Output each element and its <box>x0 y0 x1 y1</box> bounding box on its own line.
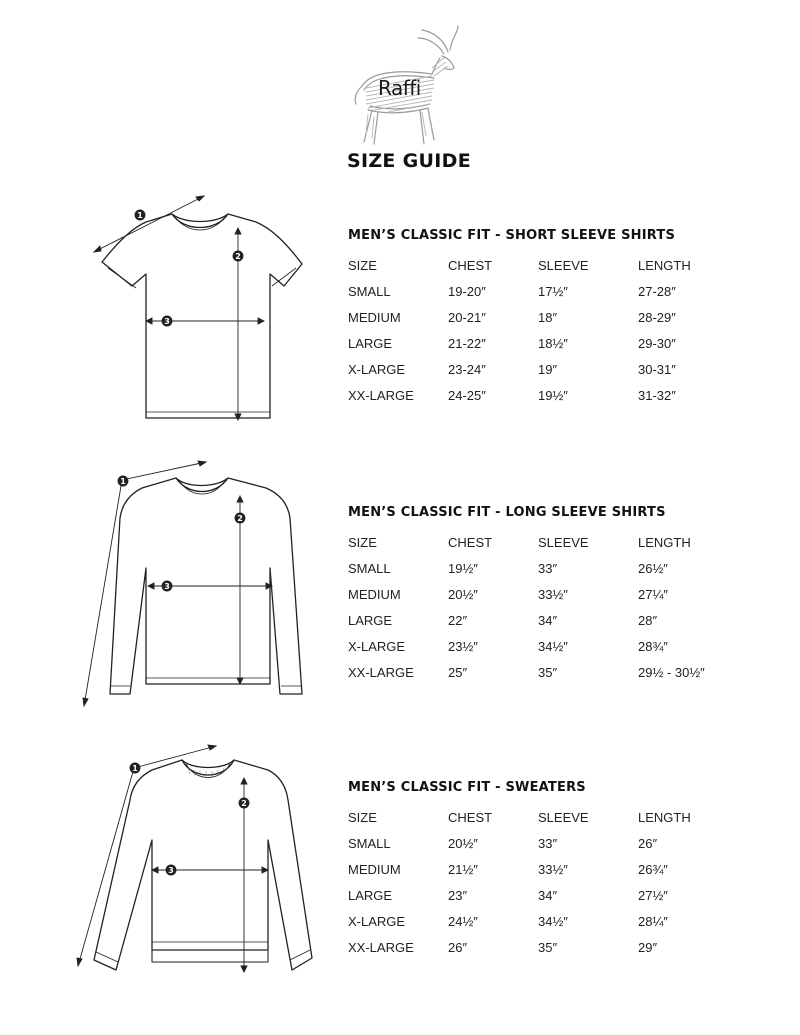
table-row <box>348 607 758 633</box>
size-cell: X-LARGE <box>348 638 406 654</box>
length-cell: 26¾″ <box>638 861 668 877</box>
length-cell: 29-30″ <box>638 335 676 351</box>
page-title: SIZE GUIDE <box>347 150 471 172</box>
size-cell: LARGE <box>348 612 393 628</box>
chest-cell: 23″ <box>448 887 468 903</box>
table-row <box>348 659 758 685</box>
sleeve-cell: 34″ <box>538 612 558 628</box>
measurement-marker-2: 2 <box>241 799 247 808</box>
size-section-long-sleeve <box>348 505 778 685</box>
chest-cell: 23-24″ <box>448 361 486 377</box>
length-cell: 27-28″ <box>638 283 676 299</box>
table-row <box>348 908 758 934</box>
column-header-size: SIZE <box>348 534 377 550</box>
sleeve-cell: 34½″ <box>538 913 568 929</box>
length-cell: 28¾″ <box>638 638 668 654</box>
column-header-sleeve: SLEEVE <box>538 534 589 550</box>
size-cell: SMALL <box>348 560 391 576</box>
column-header-size: SIZE <box>348 257 377 273</box>
short-sleeve-shirt-icon <box>88 188 318 428</box>
table-header-row <box>348 804 758 830</box>
sleeve-cell: 34″ <box>538 887 558 903</box>
length-cell: 27¼″ <box>638 586 668 602</box>
table-row <box>348 882 758 908</box>
measurement-marker-1: 1 <box>137 211 143 220</box>
section-title: MEN’S CLASSIC FIT - LONG SLEEVE SHIRTS <box>348 505 666 520</box>
chest-cell: 24-25″ <box>448 387 486 403</box>
size-table <box>348 252 758 408</box>
size-cell: LARGE <box>348 335 393 351</box>
length-cell: 29″ <box>638 939 658 955</box>
chest-cell: 22″ <box>448 612 468 628</box>
column-header-chest: CHEST <box>448 534 493 550</box>
table-row <box>348 330 758 356</box>
chest-cell: 21½″ <box>448 861 478 877</box>
length-cell: 28″ <box>638 612 658 628</box>
size-cell: XX-LARGE <box>348 387 414 403</box>
sleeve-cell: 19½″ <box>538 387 568 403</box>
length-cell: 29½ - 30½″ <box>638 664 705 680</box>
long-sleeve-shirt-icon <box>76 458 306 714</box>
measurement-marker-3: 3 <box>164 582 170 591</box>
column-header-sleeve: SLEEVE <box>538 257 589 273</box>
table-row <box>348 304 758 330</box>
sleeve-cell: 33″ <box>538 560 558 576</box>
sleeve-cell: 33½″ <box>538 586 568 602</box>
table-row <box>348 581 758 607</box>
size-cell: XX-LARGE <box>348 664 414 680</box>
table-header-row <box>348 529 758 555</box>
column-header-sleeve: SLEEVE <box>538 809 589 825</box>
size-cell: MEDIUM <box>348 861 401 877</box>
size-section-short-sleeve <box>348 228 778 408</box>
section-title: MEN’S CLASSIC FIT - SWEATERS <box>348 780 586 795</box>
table-row <box>348 934 758 960</box>
chest-cell: 23½″ <box>448 638 478 654</box>
table-row <box>348 633 758 659</box>
column-header-length: LENGTH <box>638 257 691 273</box>
chest-cell: 19-20″ <box>448 283 486 299</box>
length-cell: 28-29″ <box>638 309 676 325</box>
measurement-marker-1: 1 <box>132 764 138 773</box>
sleeve-cell: 33½″ <box>538 861 568 877</box>
length-cell: 26½″ <box>638 560 668 576</box>
length-cell: 27½″ <box>638 887 668 903</box>
length-cell: 26″ <box>638 835 658 851</box>
chest-cell: 26″ <box>448 939 468 955</box>
sweater-icon <box>72 738 322 976</box>
column-header-length: LENGTH <box>638 534 691 550</box>
table-row <box>348 555 758 581</box>
column-header-length: LENGTH <box>638 809 691 825</box>
table-row <box>348 830 758 856</box>
size-cell: X-LARGE <box>348 361 406 377</box>
size-cell: MEDIUM <box>348 309 401 325</box>
section-title: MEN’S CLASSIC FIT - SHORT SLEEVE SHIRTS <box>348 228 676 243</box>
sleeve-cell: 35″ <box>538 939 558 955</box>
table-row <box>348 856 758 882</box>
chest-cell: 20½″ <box>448 835 478 851</box>
measurement-marker-3: 3 <box>168 866 174 875</box>
size-cell: SMALL <box>348 283 391 299</box>
size-cell: MEDIUM <box>348 586 401 602</box>
table-header-row <box>348 252 758 278</box>
sleeve-cell: 17½″ <box>538 283 568 299</box>
sleeve-cell: 33″ <box>538 835 558 851</box>
column-header-chest: CHEST <box>448 809 493 825</box>
size-table <box>348 804 758 960</box>
size-section-sweaters <box>348 780 778 960</box>
sleeve-cell: 18½″ <box>538 335 568 351</box>
size-table <box>348 529 758 685</box>
brand-logo-text: Raffi <box>378 76 421 100</box>
size-cell: LARGE <box>348 887 393 903</box>
table-row <box>348 278 758 304</box>
chest-cell: 24½″ <box>448 913 478 929</box>
column-header-size: SIZE <box>348 809 377 825</box>
length-cell: 30-31″ <box>638 361 676 377</box>
table-row <box>348 382 758 408</box>
sleeve-cell: 34½″ <box>538 638 568 654</box>
sleeve-cell: 18″ <box>538 309 558 325</box>
column-header-chest: CHEST <box>448 257 493 273</box>
measurement-marker-3: 3 <box>164 317 170 326</box>
measurement-marker-2: 2 <box>237 514 243 523</box>
chest-cell: 20½″ <box>448 586 478 602</box>
length-cell: 31-32″ <box>638 387 676 403</box>
length-cell: 28¼″ <box>638 913 668 929</box>
sleeve-cell: 35″ <box>538 664 558 680</box>
measurement-marker-1: 1 <box>120 477 126 486</box>
chest-cell: 25″ <box>448 664 468 680</box>
table-row <box>348 356 758 382</box>
sleeve-cell: 19″ <box>538 361 558 377</box>
chest-cell: 19½″ <box>448 560 478 576</box>
measurement-marker-2: 2 <box>235 252 241 261</box>
chest-cell: 20-21″ <box>448 309 486 325</box>
size-cell: SMALL <box>348 835 391 851</box>
size-cell: XX-LARGE <box>348 939 414 955</box>
chest-cell: 21-22″ <box>448 335 486 351</box>
size-cell: X-LARGE <box>348 913 406 929</box>
